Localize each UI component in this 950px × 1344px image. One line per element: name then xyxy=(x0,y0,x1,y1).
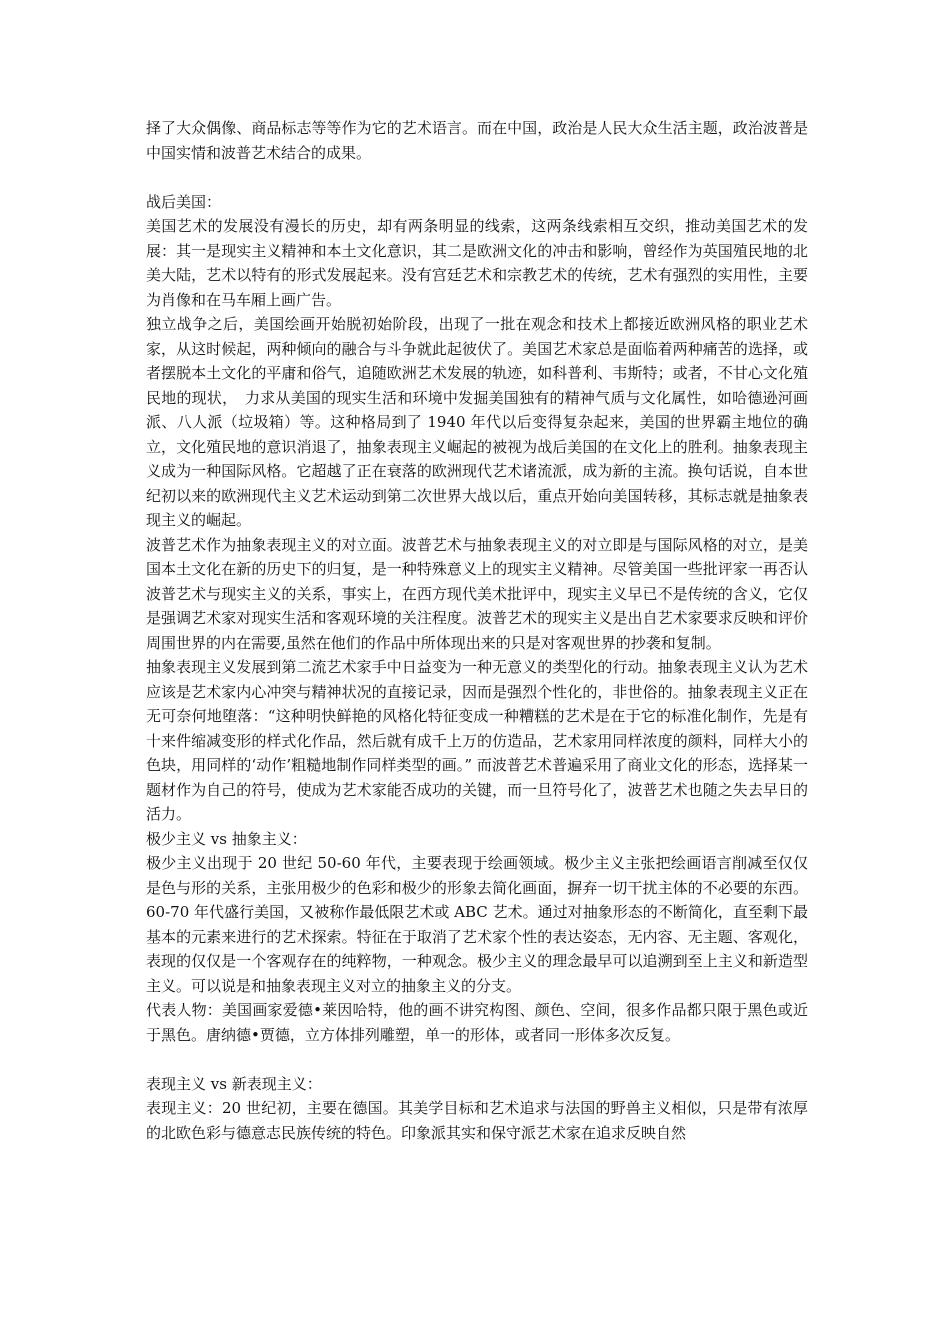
section-heading: 战后美国： xyxy=(146,192,222,211)
blank-line xyxy=(146,165,808,190)
paragraph: 波普艺术作为抽象表现主义的对立面。波普艺术与抽象表现主义的对立即是与国际风格的对立，是美国本土文化在新的历史下的归复，是一种特殊意义上的现实主义精神。尽管美国一些批评家一再否认波普艺术与现实主义的关系，事实上，在西方现代美术批评中，现实主义早已不是传统的含义，它仅是强调艺术家对现实生活和客观环境的关注程度。波普艺术的现实主义是出自艺术家要求反映和评价周围世界的内在需要,虽然在他们的作品中所体现出来的只是对客观世界的抄袭和复制。 xyxy=(146,535,808,652)
paragraph: 独立战争之后，美国绘画开始脱初始阶段，出现了一批在观念和技术上都接近欧洲风格的职业艺术家，从这时候起，两种倾向的融合与斗争就此起彼伏了。美国艺术家总是面临着两种痛苦的选择，或者摆脱本土文化的平庸和俗气，追随欧洲艺术发展的轨迹，如科普利、韦斯特；或者，不甘心文化殖民地的现状， 力求从美国的现实生活和环境中发掘美国独有的精神气质与文化属性，如哈德逊河画派、八人派（垃圾箱）等。这种格局到了 1940 年代以后变得复杂起来，美国的世界霸主地位的确立，文化殖民地的意识消退了，抽象表现主义崛起的被视为战后美国的在文化上的胜利。抽象表现主义成为一种国际风格。它超越了正在衰落的欧洲现代艺术诸流派，成为新的主流。换句话说，自本世纪初以来的欧洲现代主义艺术运动到第二次世界大战以后，重点开始向美国转移，其标志就是抽象表现主义的崛起。 xyxy=(146,315,808,529)
paragraph: 美国艺术的发展没有漫长的历史，却有两条明显的线索，这两条线索相互交织，推动美国艺术的发展：其一是现实主义精神和本土文化意识，其二是欧洲文化的冲击和影响，曾经作为英国殖民地的北美大陆，艺术以特有的形式发展起来。没有宫廷艺术和宗教艺术的传统，艺术有强烈的实用性，主要为肖像和在马车厢上画广告。 xyxy=(146,217,808,309)
section-heading: 极少主义 vs 抽象主义： xyxy=(146,829,307,848)
blank-line xyxy=(146,1047,808,1072)
document-body xyxy=(146,116,808,1145)
paragraph: 抽象表现主义发展到第二流艺术家手中日益变为一种无意义的类型化的行动。抽象表现主义认为艺术应该是艺术家内心冲突与精神状况的直接记录，因而是强烈个性化的，非世俗的。抽象表现主义正在无可奈何地堕落：“这种明快鲜艳的风格化特征变成一种糟糕的艺术是在于它的标准化制作，先是有十来件缩减变形的样式化作品，然后就有成千上万的仿造品，艺术家用同样浓度的颜料，同样大小的色块，用同样的‘动作’粗糙地制作同样类型的画。” 而波普艺术普遍采用了商业文化的形态，选择某一题材作为自己的符号，使成为艺术家能否成功的关键，而一旦符号化了，波普艺术也随之失去早日的活力。 xyxy=(146,658,808,823)
paragraph: 代表人物：美国画家爱德•莱因哈特，他的画不讲究构图、颜色、空间，很多作品都只限于黑色或近于黑色。唐纳德•贾德，立方体排列雕塑，单一的形体，或者同一形体多次反复。 xyxy=(146,1001,808,1044)
paragraph: 表现主义：20 世纪初，主要在德国。其美学目标和艺术追求与法国的野兽主义相似，只是带有浓厚的北欧色彩与德意志民族传统的特色。印象派其实和保守派艺术家在追求反映自然 xyxy=(146,1099,808,1142)
paragraph: 极少主义出现于 20 世纪 50-60 年代，主要表现于绘画领域。极少主义主张把绘画语言削减至仅仅是色与形的关系，主张用极少的色彩和极少的形象去简化画面，摒弃一切干扰主体的不必要的东西。60-70 年代盛行美国，又被称作最低限艺术或 ABC 艺术。通过对抽象形态的不断简化，直至剩下最基本的元素来进行的艺术探索。特征在于取消了艺术家个性的表达姿态，无内容、无主题、客观化，表现的仅仅是一个客观存在的纯粹物，一种观念。极少主义的理念最早可以追溯到至上主义和新造型主义。可以说是和抽象表现主义对立的抽象主义的分支。 xyxy=(146,854,808,995)
paragraph: 择了大众偶像、商品标志等等作为它的艺术语言。而在中国，政治是人民大众生活主题，政治波普是中国实情和波普艺术结合的成果。 xyxy=(146,119,808,162)
section-heading: 表现主义 vs 新表现主义： xyxy=(146,1074,322,1093)
